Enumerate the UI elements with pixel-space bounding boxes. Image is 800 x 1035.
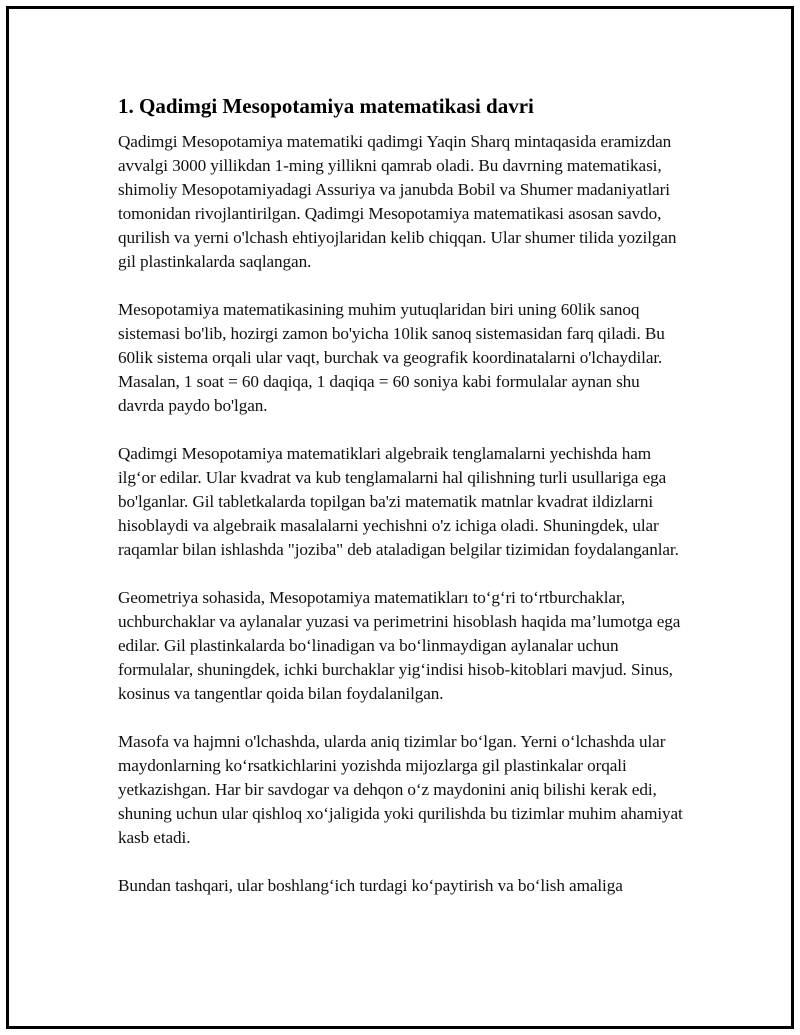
paragraph-arithmetic: Bundan tashqari, ular boshlang‘ich turdagi ko‘paytirish va bo‘lish amaliga [118, 876, 623, 895]
paragraph-algebra: Qadimgi Mesopotamiya matematiklari algebraik tenglamalarni yechishda ham ilg‘or edilar. Ular kvadrat va kub tenglamalarni hal qilishning turli usullariga ega bo'lganlar. Gil tabletkalarda topilgan ba'zi matematik matnlar kvadrat ildizlarni hisoblaydi va algebraik masalalarni yechishni o'z ichiga oladi. Shuningdek, ular raqamlar bilan ishlashda "joziba" deb ataladigan belgilar tizimidan foydalanganlar. [118, 444, 679, 559]
paragraph-geometry: Geometriya sohasida, Mesopotamiya matematikları to‘g‘ri to‘rtburchaklar, uchburchaklar va aylanalar yuzasi va perimetrini hisoblash haqida ma’lumotga ega edilar. Gil plastinkalarda bo‘linadigan va bo‘linmaydigan aylanalar uchun formulalar, shuningdek, ichki burchaklar yig‘indisi hisob-kitoblari mavjud. Sinus, kosinus va tangentlar qoida bilan foydalanilgan. [118, 588, 681, 703]
document-body [118, 92, 688, 898]
paragraph-measurement: Masofa va hajmni o'lchashda, ularda aniq tizimlar bo‘lgan. Yerni o‘lchashda ular maydonlarning ko‘rsatkichlarini yozishda mijozlarga gil plastinkalar orqali yetkazishgan. Har bir savdogar va dehqon o‘z maydonini aniq bilishi kerak edi, shuning uchun ular qishloq xo‘jaligida yoki qurilishda bu tizimlar muhim ahamiyat kasb etadi. [118, 732, 683, 847]
paragraph-intro: Qadimgi Mesopotamiya matematiki qadimgi Yaqin Sharq mintaqasida eramizdan avvalgi 3000 yillikdan 1-ming yillikni qamrab oladi. Bu davrning matematikasi, shimoliy Mesopotamiyadagi Assuriya va janubda Bobil va Shumer madaniyatlari tomonidan rivojlantirilgan. Qadimgi Mesopotamiya matematikasi asosan savdo, qurilish va yerni o'lchash ehtiyojlaridan kelib chiqqan. Ular shumer tilida yozilgan gil plastinkalarda saqlangan. [118, 132, 677, 271]
paragraph-sexagesimal: Mesopotamiya matematikasining muhim yutuqlaridan biri uning 60lik sanoq sistemasi bo'lib, hozirgi zamon bo'yicha 10lik sanoq sistemasidan farq qiladi. Bu 60lik sistema orqali ular vaqt, burchak va geografik koordinatalarni o'lchaydilar. Masalan, 1 soat = 60 daqiqa, 1 daqiqa = 60 soniya kabi formulalar aynan shu davrda paydo bo'lgan. [118, 300, 665, 415]
section-heading: 1. Qadimgi Mesopotamiya matematikasi davri [118, 94, 534, 118]
